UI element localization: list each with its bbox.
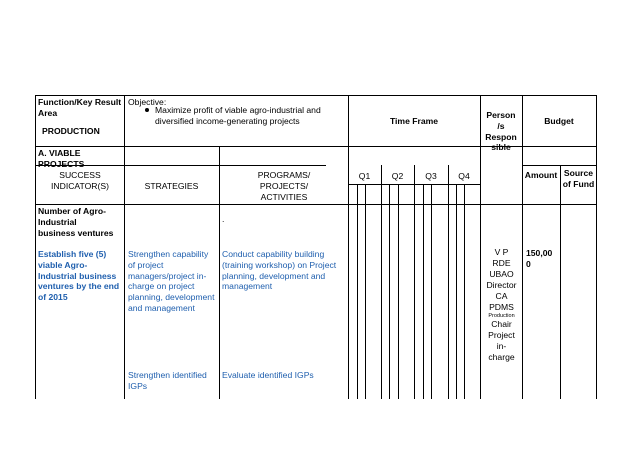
q-divider-1 (357, 184, 358, 399)
amount-header: Amount (524, 170, 558, 180)
col-border-left (35, 95, 36, 399)
strategy-1: Strengthen capability of project managers/project in-charge on project planning, development and management (128, 249, 215, 313)
col-divider-5 (522, 95, 523, 399)
col-border-right (596, 95, 597, 399)
objective-label: Objective: (128, 97, 167, 107)
col-divider-6 (560, 165, 561, 399)
budget-header: Budget (544, 116, 574, 126)
q-divider-9 (448, 165, 449, 399)
responsible-line: Project (488, 330, 515, 340)
q-divider-5 (398, 184, 399, 399)
responsible-line: Chair (491, 319, 512, 329)
strategy-2: Strengthen identified IGPs (128, 370, 207, 391)
q1-header: Q1 (358, 171, 371, 181)
row-divider-budget (522, 165, 596, 166)
q-divider-10 (456, 184, 457, 399)
row-divider-body (35, 204, 596, 205)
function-label: Function/Key Result Area (38, 97, 122, 118)
q4-header: Q4 (458, 171, 470, 181)
amount-value: 150,000 (526, 248, 553, 269)
responsible-line: CA (495, 291, 508, 301)
responsible-line: PDMS (489, 302, 514, 312)
programs-header: PROGRAMS/ PROJECTS/ ACTIVITIES (257, 170, 311, 202)
q-divider-7 (423, 184, 424, 399)
bullet-icon (145, 108, 149, 112)
program-2: Evaluate identified IGPs (222, 370, 314, 380)
strategies-header: STRATEGIES (144, 181, 199, 191)
production-label: PRODUCTION (42, 126, 100, 136)
responsible-person (481, 247, 522, 363)
person-responsible-header: Person /s Respon sible (485, 110, 517, 153)
responsible-line: UBAO (489, 269, 514, 279)
q-divider-3 (381, 165, 382, 399)
col-divider-2 (219, 146, 220, 399)
responsible-line: in- (496, 341, 507, 351)
program-1: Conduct capability building (training workshop) on Project planning, development and management (222, 249, 337, 292)
q2-header: Q2 (391, 171, 404, 181)
section-label: A. VIABLE PROJECTS (38, 148, 85, 169)
q-divider-4 (389, 184, 390, 399)
responsible-small: Production (488, 313, 515, 319)
programs-dot: . (222, 214, 225, 224)
responsible-line: V P (494, 247, 509, 257)
source-of-fund-header: Source of Fund (562, 168, 595, 189)
responsible-line: charge (488, 352, 515, 362)
indicator-title: Number of Agro-Industrial business ventures (38, 206, 114, 238)
q-divider-6 (414, 165, 415, 399)
responsible-line: RDE (492, 258, 511, 268)
col-divider-3 (348, 95, 349, 399)
col-divider-1 (124, 95, 125, 399)
table-border-top (35, 95, 596, 96)
time-frame-header: Time Frame (389, 116, 439, 126)
q-divider-11 (464, 184, 465, 399)
indicator-target: Establish five (5) viable Agro-Industrial business ventures by the end of 2015 (38, 249, 120, 303)
q3-header: Q3 (425, 171, 437, 181)
responsible-line: Director (486, 280, 517, 290)
objective-text: Maximize profit of viable agro-industrial and diversified income-generating projects (155, 105, 321, 126)
q-divider-2 (365, 184, 366, 399)
q-divider-8 (431, 184, 432, 399)
success-indicators-header: SUCCESS INDICATOR(S) (51, 170, 109, 191)
